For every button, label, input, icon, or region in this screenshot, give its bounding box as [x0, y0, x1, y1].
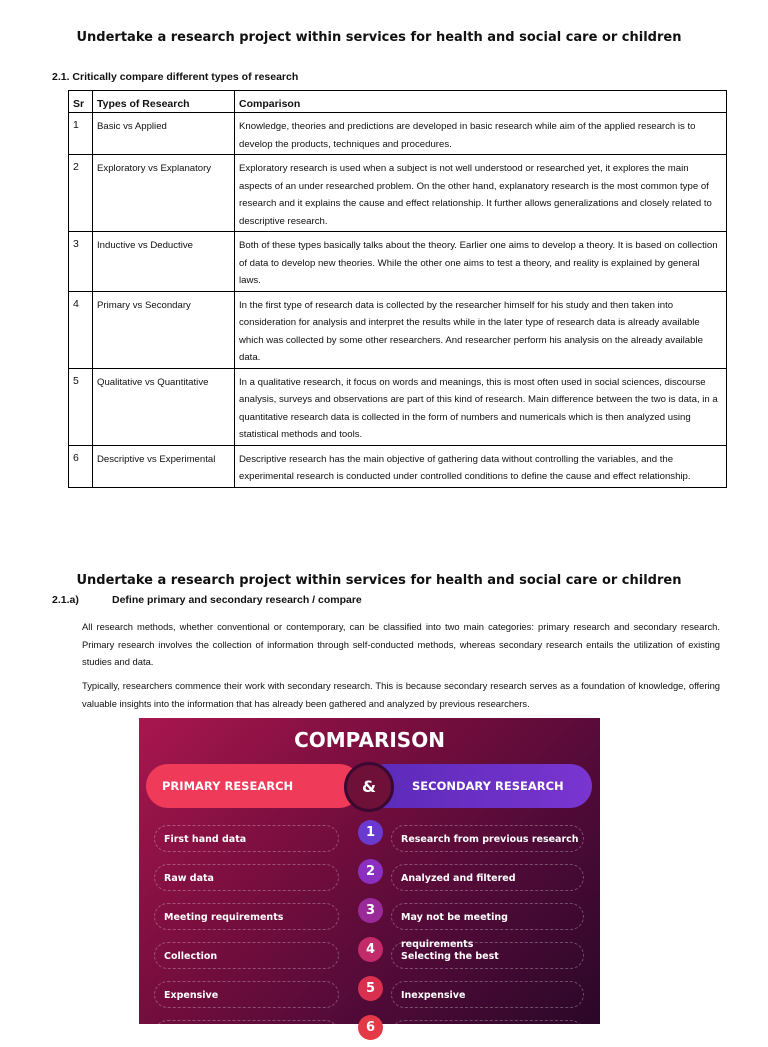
header-comparison: Comparison: [235, 91, 727, 113]
subsection-label: 2.1.a): [52, 594, 79, 606]
ampersand-badge: &: [344, 762, 394, 812]
item-number-badge: 6: [358, 1015, 383, 1040]
item-number-badge: 3: [358, 898, 383, 923]
item-number-badge: 5: [358, 976, 383, 1001]
primary-item: [154, 1020, 339, 1047]
primary-item: Collection: [154, 942, 339, 969]
table-header-row: [69, 91, 727, 113]
research-types-table: [68, 90, 727, 488]
primary-item: Expensive: [154, 981, 339, 1008]
comparison-text: Knowledge, theories and predictions are developed in basic research while aim of the applied research is to develop the products, techniques and procedures.: [235, 113, 727, 155]
secondary-item: Selecting the best: [391, 942, 584, 969]
subsection-heading: [52, 594, 362, 606]
comparison-text: Exploratory research is used when a subject is not well understood or researched yet, it explores the main aspects of an under researched problem. On the other hand, explanatory research is the most common type of research and it explains the cause and effect relationship. It further allows generalizations and closely related to descriptive research.: [235, 155, 727, 232]
secondary-research-banner: SECONDARY RESEARCH: [364, 764, 592, 808]
secondary-item: Research from previous research: [391, 825, 584, 852]
secondary-item: Analyzed and filtered: [391, 864, 584, 891]
item-number-badge: 1: [358, 820, 383, 845]
row-number: 4: [69, 291, 93, 368]
research-type: Descriptive vs Experimental: [93, 445, 235, 487]
table-row: [69, 232, 727, 292]
item-number-badge: 2: [358, 859, 383, 884]
comparison-text: Both of these types basically talks about the theory. Earlier one aims to develop a theory. It is based on collection of data to develop new theories. While the other one aims to test a theory, and reality is explained by general laws.: [235, 232, 727, 292]
row-number: 6: [69, 445, 93, 487]
infographic-title: COMPARISON: [294, 728, 445, 752]
table-row: [69, 445, 727, 487]
comparison-infographic: [139, 718, 600, 1035]
research-type: Primary vs Secondary: [93, 291, 235, 368]
research-type: Qualitative vs Quantitative: [93, 368, 235, 445]
research-type: Basic vs Applied: [93, 113, 235, 155]
section-heading: 2.1. Critically compare different types of research: [52, 71, 299, 83]
subsection-title: Define primary and secondary research / compare: [112, 594, 362, 606]
comparison-text: In the first type of research data is collected by the researcher himself for his study and then taken into consideration for analysis and interpret the results while in the later type of research data is already available which was collected by some other researchers. And researcher perform his analysis on the already available data.: [235, 291, 727, 368]
paragraph: Typically, researchers commence their work with secondary research. This is because secondary research serves as a foundation of knowledge, offering valuable insights into the information that has already been gathered and analyzed by previous researchers.: [82, 680, 720, 709]
table-row: [69, 155, 727, 232]
comparison-text: Descriptive research has the main objective of gathering data without controlling the variables, and the experimental research is conducted under controlled conditions to define the cause and effect relationship.: [235, 445, 727, 487]
primary-research-banner: PRIMARY RESEARCH: [146, 764, 361, 808]
research-type: Exploratory vs Explanatory: [93, 155, 235, 232]
secondary-item: [391, 1020, 584, 1047]
table-row: [69, 291, 727, 368]
page-title: Undertake a research project within services for health and social care or children: [76, 30, 682, 45]
paragraph: All research methods, whether conventional or contemporary, can be classified into two main categories: primary research and secondary research. Primary research involves the collection of information through self-conducted methods, whereas secondary research entails the utilization of existing studies and data.: [82, 621, 720, 668]
header-sr: Sr: [69, 91, 93, 113]
primary-item: First hand data: [154, 825, 339, 852]
row-number: 5: [69, 368, 93, 445]
header-types: Types of Research: [93, 91, 235, 113]
primary-item: Meeting requirements: [154, 903, 339, 930]
secondary-item: May not be meeting requirements: [391, 903, 584, 930]
item-number-badge: 4: [358, 937, 383, 962]
row-number: 1: [69, 113, 93, 155]
secondary-item: Inexpensive: [391, 981, 584, 1008]
row-number: 2: [69, 155, 93, 232]
row-number: 3: [69, 232, 93, 292]
research-type: Inductive vs Deductive: [93, 232, 235, 292]
table-row: [69, 113, 727, 155]
primary-item: Raw data: [154, 864, 339, 891]
page-title-repeat: Undertake a research project within services for health and social care or children: [76, 573, 682, 588]
table-row: [69, 368, 727, 445]
comparison-text: In a qualitative research, it focus on words and meanings, this is most often used in social sciences, discourse analysis, surveys and observations are part of this kind of research. Main difference between the two is data, in a quantitative research data is collected in the form of numbers and numericals which is then analyzed using statistical methods and tools.: [235, 368, 727, 445]
